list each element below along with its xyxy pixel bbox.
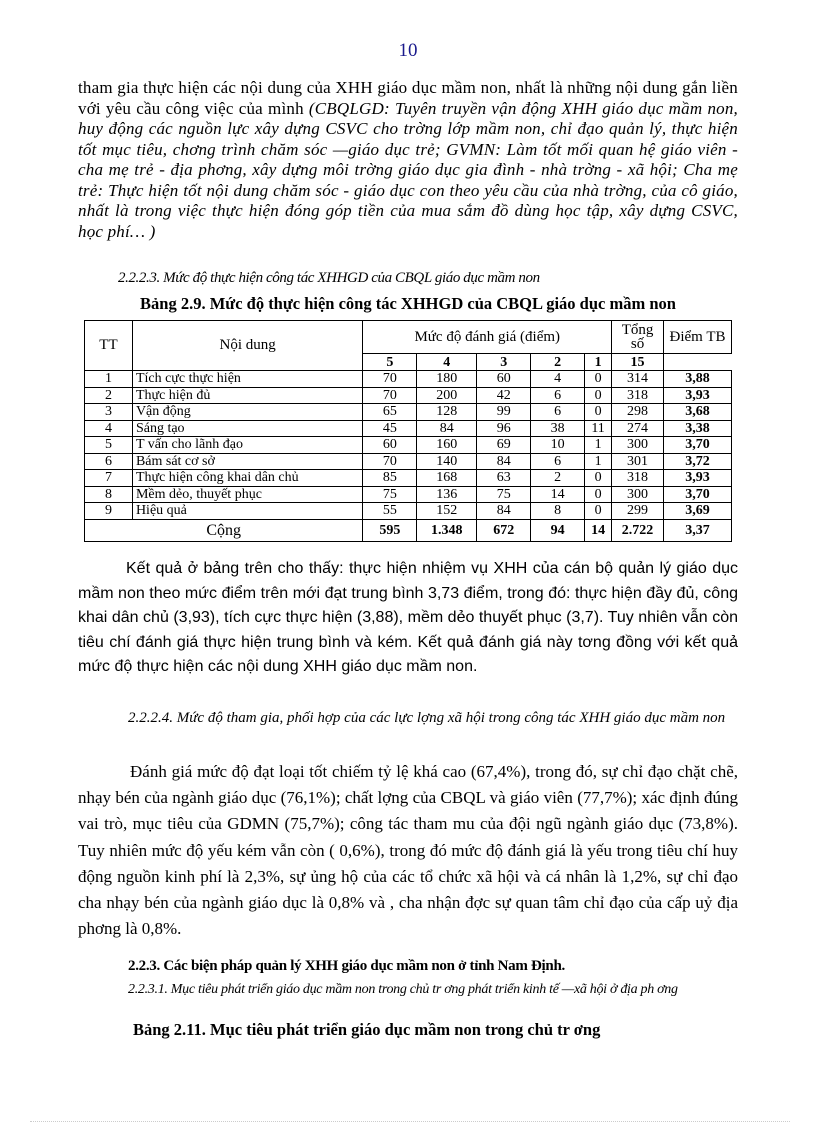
row-cell: 96 [477, 420, 531, 437]
table-row [85, 404, 732, 421]
row-cell: 3 [85, 404, 133, 421]
row-cell: 318 [612, 470, 664, 487]
row-cell: 318 [612, 387, 664, 404]
row-cell: 55 [363, 503, 417, 520]
page-number: 10 [398, 40, 418, 61]
row-cell: 0 [585, 404, 612, 421]
heading-2-2-3: 2.2.3. Các biện pháp quản lý XHH giáo dục mầm non ở tỉnh Nam Định. [128, 958, 565, 974]
row-cell: 0 [585, 470, 612, 487]
row-cell: 136 [417, 486, 477, 503]
subheading-2-2-2-4: 2.2.2.4. Mức độ tham gia, phối hợp của các lực lợng xã hội trong công tác XHH giáo dục mầm non [128, 710, 726, 726]
table-caption-2-9: Bảng 2.9. Mức độ thực hiện công tác XHHGD của CBQL giáo dục mầm non [140, 294, 676, 313]
row-content-cell: T vấn cho lãnh đạo [132, 437, 362, 454]
row-cell: 1 [585, 437, 612, 454]
row-avg-cell: 3,70 [664, 437, 732, 454]
row-cell: 140 [417, 453, 477, 470]
row-cell: 84 [477, 453, 531, 470]
row-cell: 6 [85, 453, 133, 470]
row-cell: 0 [585, 503, 612, 520]
row-content-cell: Tích cực thực hiện [132, 371, 362, 388]
table-row [85, 437, 732, 454]
row-cell: 301 [612, 453, 664, 470]
row-cell: 160 [417, 437, 477, 454]
row-avg-cell: 3,72 [664, 453, 732, 470]
row-cell: 75 [477, 486, 531, 503]
row-cell: 8 [85, 486, 133, 503]
row-avg-cell: 3,88 [664, 371, 732, 388]
row-content-cell: Thực hiện đủ [132, 387, 362, 404]
row-cell: 152 [417, 503, 477, 520]
row-cell: 0 [585, 387, 612, 404]
subheading-2-2-2-3: 2.2.2.3. Mức độ thực hiện công tác XHHGD của CBQL giáo dục mầm non [118, 270, 540, 286]
row-cell: 9 [85, 503, 133, 520]
row-cell: 70 [363, 371, 417, 388]
row-cell: 5 [85, 437, 133, 454]
row-content-cell: Vận động [132, 404, 362, 421]
row-cell: 11 [585, 420, 612, 437]
row-cell: 4 [85, 420, 133, 437]
paragraph-1-text: tham gia thực hiện các nội dung của XHH giáo dục mầm non, nhất là những nội dung gắn liền với yêu cầu công việc của mình [78, 78, 738, 118]
paragraph-1 [78, 78, 738, 242]
header-level-cell: 1 [585, 354, 612, 371]
row-content-cell: Thực hiện công khai dân chủ [132, 470, 362, 487]
row-cell: 84 [417, 420, 477, 437]
sum-cell: 595 [363, 519, 417, 541]
row-cell: 180 [417, 371, 477, 388]
row-cell: 42 [477, 387, 531, 404]
paragraph-3: Đánh giá mức độ đạt loại tốt chiếm tỷ lệ khá cao (67,4%), trong đó, sự chỉ đạo chặt chẽ, nhạy bén của ngành giáo dục (76,1%); chất lợng của CBQL và giáo viên (77,7%); xác định đúng vai trò, mục tiêu của GDMN (75,7%); công tác tham mu của đội ngũ ngành giáo dục (73,8%). Tuy nhiên mức độ yếu kém vẫn còn ( 0,6%), trong đó mức độ đánh giá là yếu trong tiêu chí huy động nguồn kinh phí là 2,3%, sự ủng hộ của các tổ chức xã hội và cá nhân là 1,2%, sự chỉ đạo cha nhạy bén của ngành giáo dục là 0,8% và , cha nhận đợc sự quan tâm chỉ đạo của cấp uỷ địa phơng là 0,8%. [78, 762, 738, 939]
row-cell: 128 [417, 404, 477, 421]
page-bottom-divider [30, 1121, 790, 1122]
row-cell: 0 [585, 371, 612, 388]
row-avg-cell: 3,69 [664, 503, 732, 520]
row-content-cell: Hiệu quả [132, 503, 362, 520]
header-level-cell: 5 [363, 354, 417, 371]
sum-cell: 672 [477, 519, 531, 541]
sum-cell: 14 [585, 519, 612, 541]
header-level-cell: 4 [417, 354, 477, 371]
sum-cell: 2.722 [612, 519, 664, 541]
row-cell: 8 [531, 503, 585, 520]
header-rating: Mức độ đánh giá (điểm) [363, 321, 612, 354]
table-row [85, 371, 732, 388]
row-cell: 298 [612, 404, 664, 421]
row-cell: 6 [531, 404, 585, 421]
row-cell: 4 [531, 371, 585, 388]
row-cell: 300 [612, 486, 664, 503]
row-cell: 60 [363, 437, 417, 454]
row-cell: 6 [531, 453, 585, 470]
row-avg-cell: 3,93 [664, 387, 732, 404]
row-cell: 2 [531, 470, 585, 487]
table-caption-2-11: Bảng 2.11. Mục tiêu phát triển giáo dục mầm non trong chủ tr ơng [133, 1020, 601, 1039]
row-cell: 75 [363, 486, 417, 503]
header-avg: Điểm TB [664, 321, 732, 354]
sum-label: Cộng [85, 519, 363, 541]
table-row [85, 453, 732, 470]
table-row [85, 470, 732, 487]
row-avg-cell: 3,38 [664, 420, 732, 437]
row-cell: 70 [363, 453, 417, 470]
header-total: Tổng số [612, 321, 664, 354]
row-cell: 6 [531, 387, 585, 404]
row-content-cell: Bám sát cơ sở [132, 453, 362, 470]
row-cell: 99 [477, 404, 531, 421]
row-cell: 7 [85, 470, 133, 487]
row-cell: 63 [477, 470, 531, 487]
row-cell: 85 [363, 470, 417, 487]
row-cell: 45 [363, 420, 417, 437]
row-avg-cell: 3,93 [664, 470, 732, 487]
row-cell: 69 [477, 437, 531, 454]
row-cell: 38 [531, 420, 585, 437]
sum-cell: 94 [531, 519, 585, 541]
table-row [85, 387, 732, 404]
row-cell: 168 [417, 470, 477, 487]
header-level-cell: 3 [477, 354, 531, 371]
evaluation-table [84, 320, 732, 542]
row-cell: 1 [85, 371, 133, 388]
row-cell: 65 [363, 404, 417, 421]
row-avg-cell: 3,70 [664, 486, 732, 503]
sum-row [85, 519, 732, 541]
row-cell: 70 [363, 387, 417, 404]
header-content: Nội dung [132, 321, 362, 371]
header-tt: TT [85, 321, 133, 371]
row-content-cell: Mềm dẻo, thuyết phục [132, 486, 362, 503]
header-total-max: 15 [612, 354, 664, 371]
row-cell: 300 [612, 437, 664, 454]
table-row [85, 420, 732, 437]
table-row [85, 503, 732, 520]
row-content-cell: Sáng tạo [132, 420, 362, 437]
row-cell: 0 [585, 486, 612, 503]
row-avg-cell: 3,68 [664, 404, 732, 421]
row-cell: 60 [477, 371, 531, 388]
subheading-2-2-3-1: 2.2.3.1. Mục tiêu phát triển giáo dục mầm non trong chủ tr ơng phát triển kinh tế —xã hội ở địa ph ơng [128, 982, 678, 997]
row-cell: 10 [531, 437, 585, 454]
paragraph-1-italic: (CBQLGD: Tuyên truyền vận động XHH giáo dục mầm non, huy động các nguồn lực xây dựng CSVC cho trờng lớp mầm non, chỉ đạo quản lý, thực hiện tốt mục tiêu, chơng trình chăm sóc —giáo dục trẻ; GVMN: Làm tốt mối quan hệ giáo viên - cha mẹ trẻ - địa phơng, xây dựng môi trờng giáo dục gia đình - nhà trờng - xã hội; Cha mẹ trẻ: Thực hiện tốt nội dung chăm sóc - giáo dục con theo yêu cầu của nhà trờng, của cô giáo, nhất là trong việc thực hiện đóng góp tiền của mua sắm đồ dùng học tập, xây dựng CSVC, học phí… ) [78, 98, 738, 241]
table-row [85, 486, 732, 503]
row-cell: 1 [585, 453, 612, 470]
row-cell: 314 [612, 371, 664, 388]
row-cell: 14 [531, 486, 585, 503]
row-cell: 299 [612, 503, 664, 520]
row-cell: 200 [417, 387, 477, 404]
row-cell: 84 [477, 503, 531, 520]
sum-cell: 3,37 [664, 519, 732, 541]
row-cell: 2 [85, 387, 133, 404]
row-cell: 274 [612, 420, 664, 437]
sum-cell: 1.348 [417, 519, 477, 541]
header-level-cell: 2 [531, 354, 585, 371]
paragraph-2: Kết quả ở bảng trên cho thấy: thực hiện nhiệm vụ XHH của cán bộ quản lý giáo dục mầm non theo mức điểm trên mới đạt trung bình 3,73 điểm, trong đó: thực hiện đầy đủ, công khai dân chủ (3,93), tích cực thực hiện (3,88), mềm dẻo thuyết phục (3,7). Tuy nhiên vẫn còn tiêu chí đánh giá thực hiện trung bình và kém. Kết quả đánh giá này tơng đồng với kết quả mức độ thực hiện các nội dung XHH giáo dục mầm non. [78, 560, 738, 675]
